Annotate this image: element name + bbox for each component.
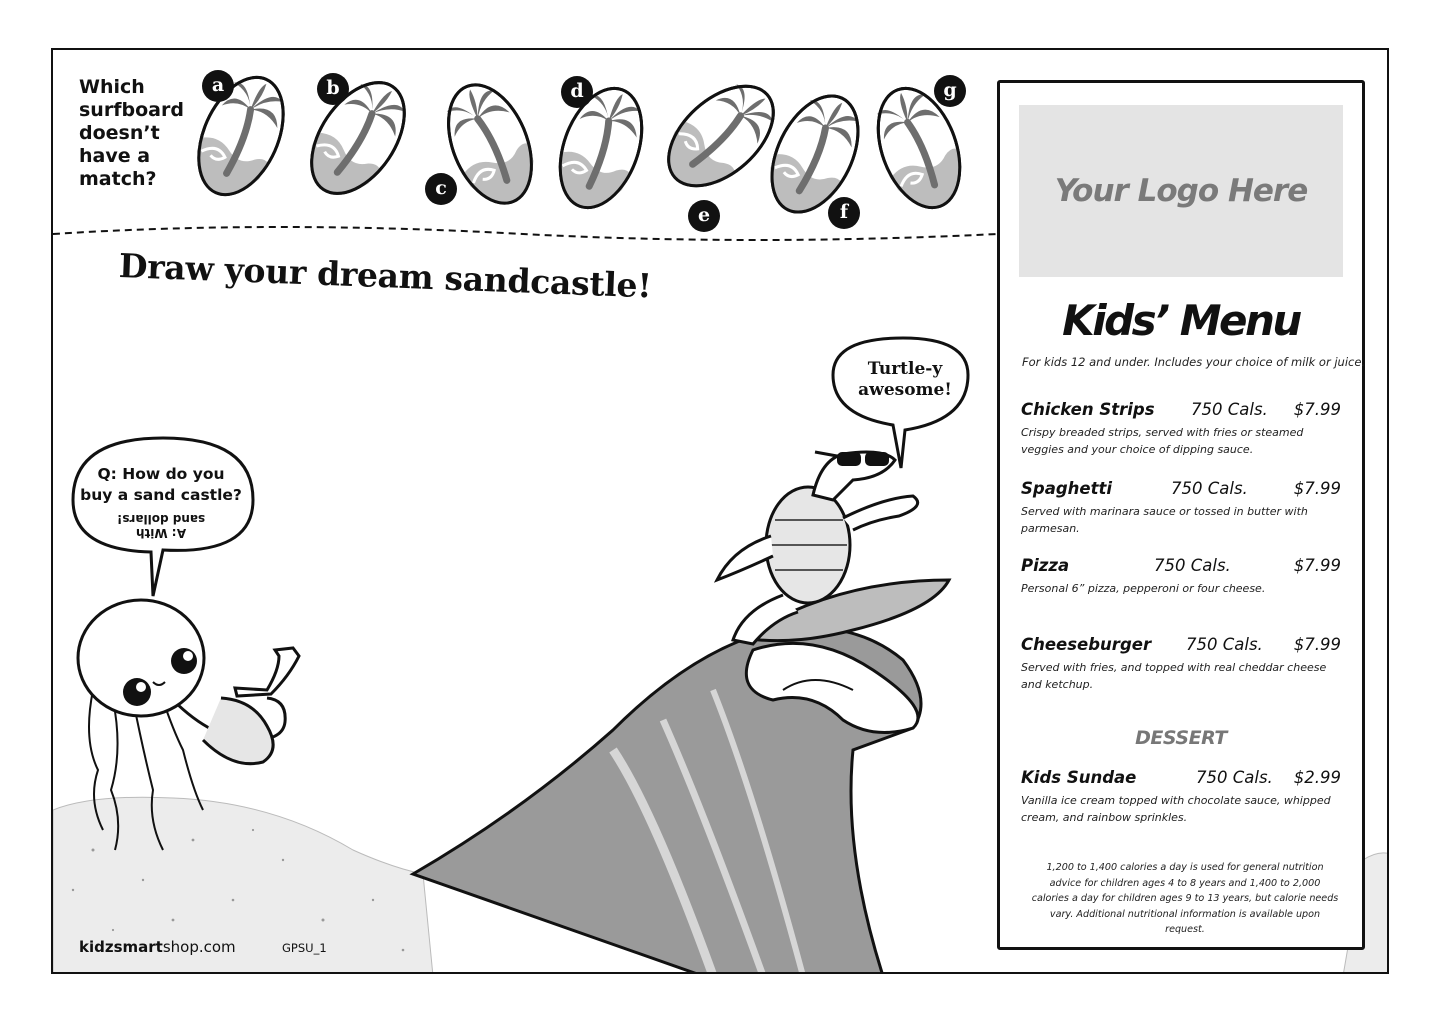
turtle-surfer — [717, 452, 949, 644]
menu-item-description: Vanilla ice cream topped with chocolate sauce, whipped cream, and rainbow sprinkles. — [1021, 794, 1331, 824]
kids-menu-panel — [997, 80, 1365, 950]
dashed-divider — [53, 227, 997, 240]
menu-item-price: $7.99 — [1293, 556, 1341, 575]
menu-item-price: $2.99 — [1293, 768, 1341, 787]
surfboard-label-d: d — [561, 76, 593, 108]
menu-item-name: Spaghetti — [1021, 479, 1113, 498]
placemat-sheet — [51, 48, 1389, 974]
surfboard-label-f: f — [828, 197, 860, 229]
menu-item-description: Served with fries, and topped with real cheddar cheese and ketchup. — [1021, 661, 1327, 691]
surfboard-label-g: g — [934, 75, 966, 107]
menu-item-name: Chicken Strips — [1021, 400, 1155, 419]
footer-website-bold: kidzsmart — [79, 938, 163, 956]
surfboard-a — [182, 64, 300, 207]
menu-item-description: Crispy breaded strips, served with fries or steamed veggies and your choice of dipping sauce. — [1021, 426, 1304, 456]
surfboard-label-e: e — [688, 200, 720, 232]
surfboard-label-b: b — [317, 73, 349, 105]
menu-item-price: $7.99 — [1293, 635, 1341, 654]
menu-item-description: Personal 6” pizza, pepperoni or four cheese. — [1021, 582, 1266, 595]
menu-item-dessert — [1021, 768, 1341, 826]
menu-item — [1021, 479, 1341, 537]
menu-title: Kids’ Menu — [1062, 296, 1300, 345]
logo-placeholder — [1019, 105, 1343, 277]
surfboard-b — [293, 66, 424, 210]
footer-product-code: GPSU_1 — [282, 941, 327, 955]
menu-item-description: Served with marinara sauce or tossed in butter with parmesan. — [1021, 505, 1308, 535]
menu-subtitle: For kids 12 and under. Includes your choice of milk or juice. — [1022, 355, 1366, 369]
menu-item-calories: 750 Cals. — [1186, 635, 1263, 654]
joke-answer-upside-down: A: With sand dollars! — [116, 512, 206, 540]
menu-item — [1021, 400, 1341, 458]
menu-item-calories: 750 Cals. — [1154, 556, 1231, 575]
surfboard-label-a: a — [202, 70, 234, 102]
menu-item-price: $7.99 — [1293, 479, 1341, 498]
menu-item — [1021, 635, 1341, 693]
surfboard-e — [650, 67, 792, 205]
nutrition-note: 1,200 to 1,400 calories a day is used for general nutrition advice for children ages 4 to 8 years and 1,400 to 2,000 calories a day for children ages 9 to 13 years, but calorie needs vary. Additional nutritional information is available upon request. — [1031, 862, 1339, 935]
dessert-heading: DESSERT — [1135, 727, 1227, 749]
menu-item-name: Kids Sundae — [1021, 768, 1137, 787]
menu-item-calories: 750 Cals. — [1196, 768, 1273, 787]
surfboard-label-c: c — [425, 173, 457, 205]
turtle-speech-bubble — [833, 338, 968, 468]
surfboard-question: Which surfboard doesn’t have a match? — [79, 76, 184, 190]
footer-website-rest: shop.com — [162, 938, 236, 956]
menu-item-name: Pizza — [1021, 556, 1070, 575]
menu-item-calories: 750 Cals. — [1171, 479, 1248, 498]
menu-item-name: Cheeseburger — [1021, 635, 1152, 654]
menu-item-calories: 750 Cals. — [1191, 400, 1268, 419]
logo-placeholder-text: Your Logo Here — [1054, 173, 1308, 209]
joke-question: Q: How do you buy a sand castle? — [80, 465, 242, 504]
turtle-speech-text: Turtle-y awesome! — [858, 359, 952, 400]
menu-item-price: $7.99 — [1293, 400, 1341, 419]
draw-activity-title: Draw your dream sandcastle! — [118, 246, 653, 306]
menu-item — [1021, 556, 1341, 597]
footer-website — [79, 938, 236, 956]
